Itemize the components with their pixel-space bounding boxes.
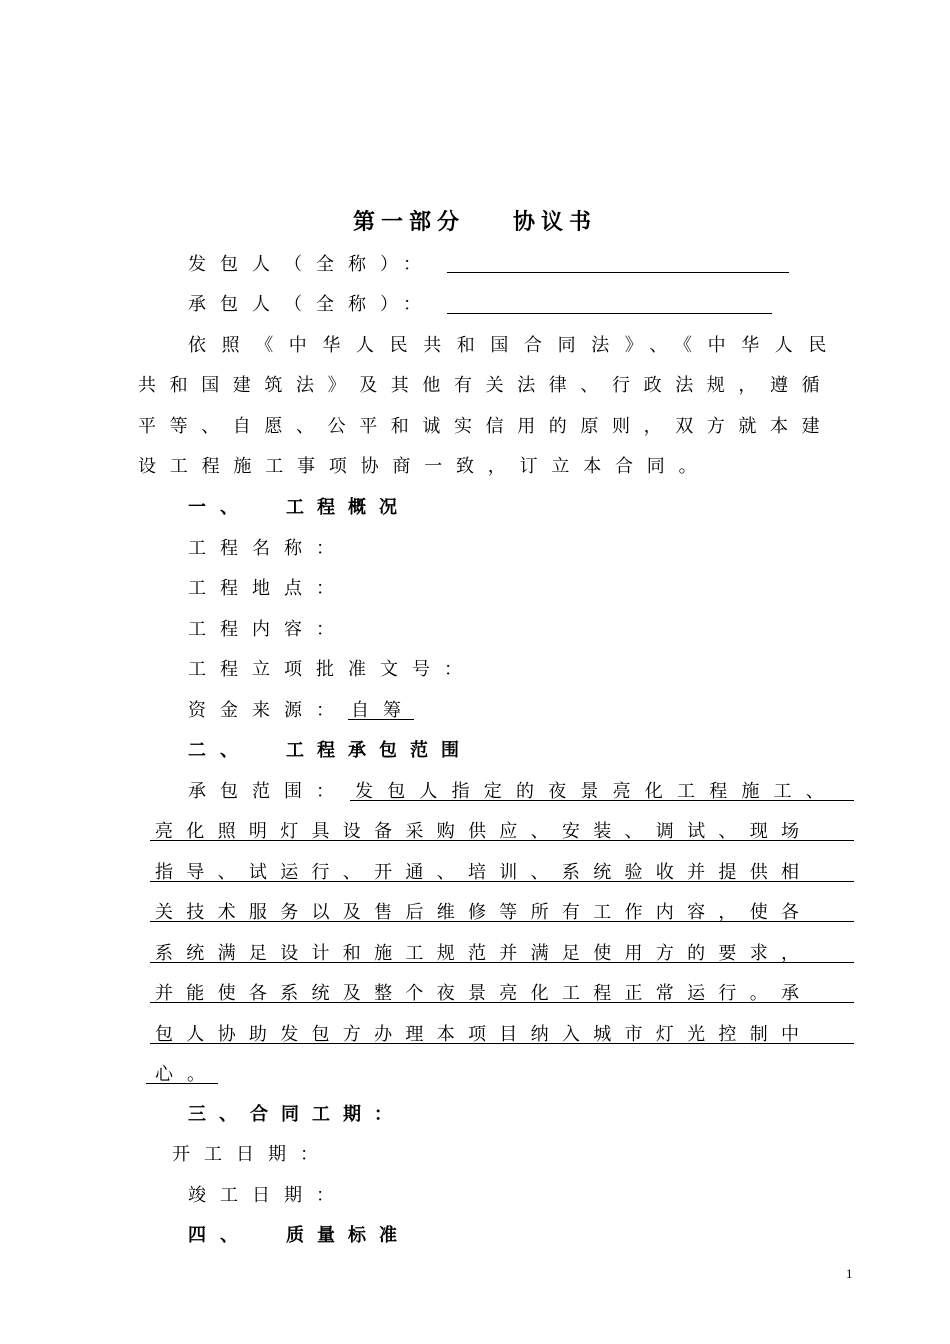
employer-line: [188, 253, 435, 277]
section4-heading-num: 四、: [188, 1225, 252, 1246]
scope-underline-2: [150, 820, 854, 841]
contractor-blank: [447, 293, 772, 314]
scope-line-7: 包人协助发包方办理本项目纳入城市灯光控制中: [155, 1024, 813, 1045]
preamble-line-3: 平等、自愿、公平和诚实信用的原则，双方就本建: [138, 416, 834, 437]
scope-underline-3: [150, 861, 854, 882]
project-approval-label: 工程立项批准文号：: [188, 659, 476, 680]
employer-blank: [447, 252, 789, 273]
scope-underline-8: [146, 1063, 218, 1084]
project-location-label: 工程地点：: [188, 578, 348, 599]
preamble-line-1: 依照《中华人民共和国合同法》、《中华人民: [188, 335, 842, 356]
section4-heading: 质量标准: [286, 1225, 410, 1246]
preamble-line-4: 设工程施工事项协商一致，订立本合同。: [138, 456, 711, 477]
contractor-line: [188, 293, 435, 317]
funding-value: 自筹: [351, 700, 415, 721]
end-date-label: 竣工日期：: [188, 1185, 348, 1206]
scope-underline-4: [150, 901, 854, 922]
funding-underline: [348, 699, 414, 720]
section1-heading: 工程概况: [286, 497, 410, 518]
preamble-line-2: 共和国建筑法》及其他有关法律、行政法规，遵循: [138, 375, 834, 396]
scope-underline-1: [350, 780, 854, 801]
scope-line-5: 系统满足设计和施工规范并满足使用方的要求，: [155, 943, 813, 964]
title-part: 第一部分: [352, 210, 465, 235]
scope-label: 承包范围：: [188, 781, 348, 802]
scope-line-4: 关技术服务以及售后维修等所有工作内容，使各: [155, 902, 813, 923]
scope-underline-5: [150, 942, 854, 963]
page-number: 1: [846, 1266, 853, 1281]
funding-label: 资金来源：: [188, 700, 348, 721]
project-name-label: 工程名称：: [188, 538, 348, 559]
project-content-label: 工程内容：: [188, 619, 348, 640]
contractor-label: 承包人（全称）：: [188, 294, 435, 315]
section2-heading: 工程承包范围: [286, 740, 472, 761]
section1-heading-num: 一、: [188, 497, 252, 518]
page-title: [0, 207, 950, 239]
employer-label: 发包人（全称）：: [188, 254, 435, 275]
scope-underline-6: [150, 982, 854, 1003]
scope-line-6: 并能使各系统及整个夜景亮化工程正常运行。承: [155, 983, 813, 1004]
scope-line-3: 指导、试运行、开通、培训、系统验收并提供相: [155, 862, 813, 883]
title-name: 协议书: [513, 210, 598, 235]
scope-line-2: 亮化照明灯具设备采购供应、安装、调试、现场: [155, 821, 813, 842]
scope-line-1: 发包人指定的夜景亮化工程施工、: [355, 781, 838, 802]
start-date-label: 开工日期：: [172, 1144, 332, 1165]
section2-heading-num: 二、: [188, 740, 252, 761]
scope-line-8: 心。: [155, 1064, 219, 1085]
section3-heading: 三、合同工期：: [188, 1104, 405, 1125]
scope-underline-7: [150, 1023, 854, 1044]
